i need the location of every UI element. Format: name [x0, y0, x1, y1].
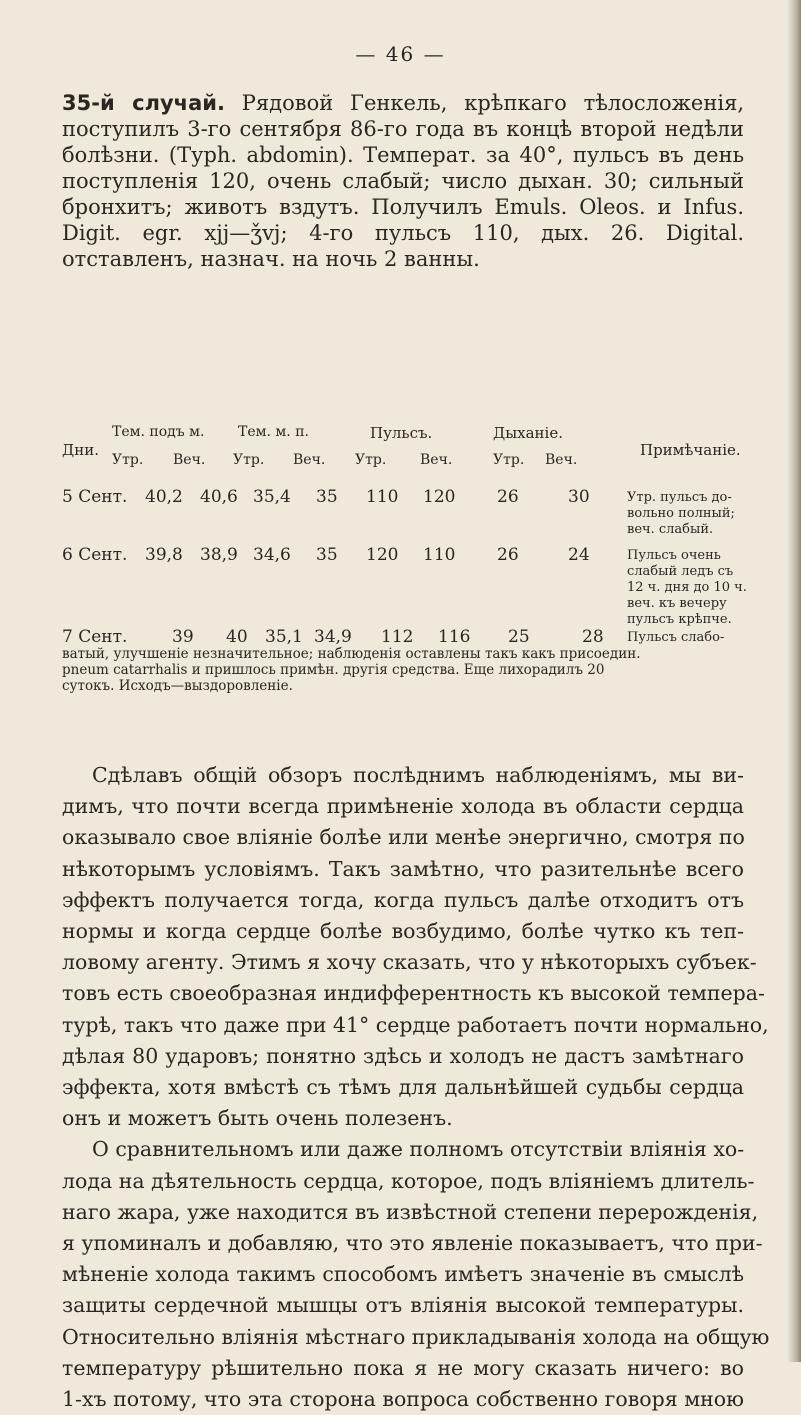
header-evening: Веч. — [173, 452, 206, 468]
text-line: Сдѣлавъ общій обзоръ послѣднимъ наблюденіямъ, мы ви- — [92, 763, 744, 787]
cell-breathing-morning: 26 — [497, 545, 519, 565]
text-line: эффектъ получается тогда, когда пульсъ далѣе отходитъ отъ — [62, 887, 744, 912]
cell-temp-mouth-evening: 34,9 — [314, 627, 352, 647]
text-line: нѣкоторымъ условіямъ. Такъ замѣтно, что разительнѣе всего — [62, 856, 744, 881]
cell-temp-armpit-evening: 40,6 — [200, 487, 238, 507]
row-note: Пульсъ слабо- — [627, 630, 725, 645]
header-pulse: Пульсъ. — [370, 424, 433, 442]
cell-pulse-evening: 110 — [423, 545, 456, 565]
text-line: Относительно вліянія мѣстнаго прикладыванія холода на общую — [62, 1324, 770, 1349]
cell-temp-mouth-evening: 35 — [316, 487, 338, 507]
cell-pulse-morning: 110 — [366, 487, 399, 507]
cell-temp-mouth-evening: 35 — [316, 545, 338, 565]
case-intro-paragraph — [62, 90, 744, 272]
header-temp-armpit: Тем. подъ м. — [112, 424, 205, 440]
text-line: оказывало свое вліяніе болѣе или менѣе энергично, смотря по — [62, 825, 745, 850]
header-morning: Утр. — [233, 452, 265, 468]
cell-pulse-evening: 116 — [438, 627, 471, 647]
text-line: защиты сердечной мышцы отъ вліянія высокой температуры. — [62, 1293, 744, 1318]
cell-breathing-evening: 30 — [568, 487, 590, 507]
cell-pulse-morning: 112 — [381, 627, 414, 647]
text-line: я упоминалъ и добавляю, что это явленіе показываетъ, что при- — [62, 1231, 763, 1256]
text-line: турѣ, такъ что даже при 41° сердце работаетъ почти нормально, — [62, 1012, 769, 1037]
header-morning: Утр. — [112, 452, 144, 468]
row-day: 7 Сент. — [62, 627, 128, 647]
text-line: дѣлая 80 ударовъ; понятно здѣсь и холодъ не дастъ замѣтнаго — [62, 1043, 744, 1068]
header-breathing: Дыханіе. — [493, 424, 563, 442]
cell-temp-armpit-evening: 40 — [226, 627, 248, 647]
page-number: — 46 — — [355, 42, 446, 66]
row-note: Пульсъ очень слабый ледъ съ 12 ч. дня до 10 ч. веч. къ вечеру пульсъ крѣпче. — [627, 548, 747, 627]
cell-temp-armpit-evening: 38,9 — [200, 545, 238, 565]
header-morning: Утр. — [493, 452, 525, 468]
cell-temp-armpit-morning: 39 — [172, 627, 194, 647]
text-line: товъ есть своеобразная индифферентность къ высокой темпера- — [62, 981, 765, 1006]
header-evening: Веч. — [545, 452, 578, 468]
header-evening: Веч. — [420, 452, 453, 468]
cell-temp-mouth-morning: 35,4 — [253, 487, 291, 507]
case-intro-text: Рядовой Генкель, крѣпкаго тѣлосложенія, поступилъ 3-го сентября 86-го года въ концѣ второй недѣли болѣзни. (Турh. abdomin). Температ. за 40°, пульсъ въ день поступленія 120, очень слабый; число дыхан. 30; сильный бронхитъ; животъ вздутъ. Получилъ Emuls. Oleos. и Infus. Digit. egr. xjj—ǯvj; 4-го пульсъ 110, дых. 26. Digital. отставленъ, назнач. на ночь 2 ванны. — [62, 91, 744, 271]
text-line: мѣненіе холода такимъ способомъ имѣетъ значеніе въ смыслѣ — [62, 1262, 744, 1287]
cell-temp-armpit-morning: 39,8 — [145, 545, 183, 565]
cell-pulse-evening: 120 — [423, 487, 456, 507]
cell-breathing-morning: 25 — [508, 627, 530, 647]
header-days: Дни. — [62, 441, 99, 459]
text-line: ловому агенту. Этимъ я хочу сказать, что у нѣкоторыхъ субъек- — [62, 950, 757, 975]
header-temp-mouth: Тем. м. п. — [238, 424, 309, 440]
text-line: димъ, что почти всегда примѣненіе холода въ области сердца — [62, 794, 744, 819]
text-line: онъ и можетъ быть очень полезенъ. — [62, 1106, 453, 1131]
text-line: О сравнительномъ или даже полномъ отсутствіи вліянія хо- — [92, 1137, 745, 1162]
page-edge-shadow — [787, 0, 801, 1362]
text-line: 1-хъ потому, что эта сторона вопроса собственно говоря мною — [62, 1387, 744, 1412]
header-morning: Утр. — [355, 452, 387, 468]
row-note: Утр. пульсъ до- вольно полный; веч. слабый. — [627, 490, 735, 537]
cell-breathing-morning: 26 — [497, 487, 519, 507]
case-title: 35-й случай. — [62, 91, 225, 115]
text-line: наго жара, уже находится въ извѣстной степени перерожденія, — [62, 1199, 759, 1224]
header-evening: Веч. — [293, 452, 326, 468]
cell-temp-mouth-morning: 35,1 — [265, 627, 303, 647]
header-notes: Примѣчаніе. — [640, 441, 741, 459]
text-line: эффекта, хотя вмѣстѣ съ тѣмъ для дальнѣйшей судьбы сердца — [62, 1075, 744, 1100]
cell-temp-armpit-morning: 40,2 — [145, 487, 183, 507]
text-line: нормы и когда сердце болѣе возбудимо, болѣе чутко къ теп- — [62, 919, 744, 944]
cell-pulse-morning: 120 — [366, 545, 399, 565]
row-day: 5 Сент. — [62, 487, 128, 507]
text-line: температуру рѣшительно пока я не могу сказать ничего: во — [62, 1355, 744, 1380]
cell-breathing-evening: 24 — [568, 545, 590, 565]
cell-temp-mouth-morning: 34,6 — [253, 545, 291, 565]
text-line: лода на дѣятельность сердца, которое, подъ вліяніемъ длитель- — [62, 1168, 755, 1193]
cell-breathing-evening: 28 — [582, 627, 604, 647]
row-day: 6 Сент. — [62, 545, 128, 565]
body-text — [62, 760, 770, 1415]
table-note-continuation: ватый, улучшеніе незначительное; наблюденія оставлены такъ какъ присоедин. pneum catarrhalis и пришлось примѣн. другія средства. Еще лихорадилъ 20 сутокъ. Исходъ—выздоровленіе. — [62, 646, 641, 694]
